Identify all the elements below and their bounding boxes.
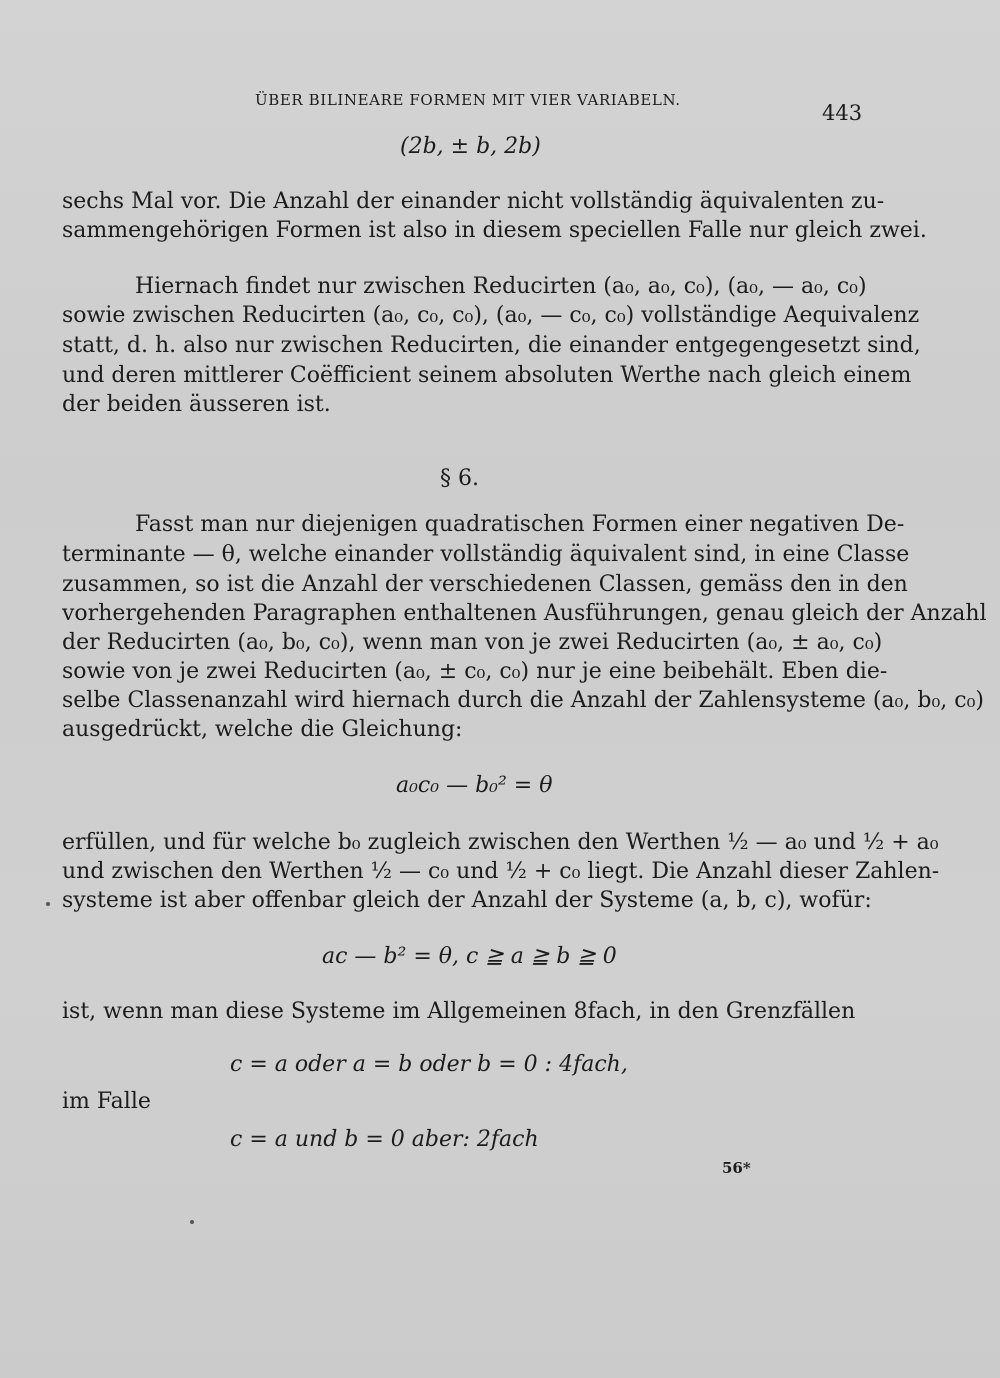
text-line: der Reducirten (a₀, b₀, c₀), wenn man von je zwei Reducirten (a₀, ± a₀, c₀) <box>62 630 883 655</box>
print-speck <box>190 1220 194 1224</box>
equation: a₀c₀ — b₀² = θ <box>396 773 553 798</box>
case-formula: c = a oder a = b oder b = 0 : 4fach, <box>230 1052 628 1077</box>
text-line: sowie von je zwei Reducirten (a₀, ± c₀, c₀) nur je eine beibehält. Eben die- <box>62 659 888 684</box>
case-formula: c = a und b = 0 aber: 2fach <box>230 1127 539 1152</box>
text-line: ausgedrückt, welche die Gleichung: <box>62 717 463 742</box>
text-line: sechs Mal vor. Die Anzahl der einander nicht vollständig äquivalenten zu- <box>62 189 885 214</box>
case-label: im Falle <box>62 1089 151 1114</box>
equation: ac — b² = θ, c ≧ a ≧ b ≧ 0 <box>322 944 617 969</box>
text-line: der beiden äusseren ist. <box>62 392 331 417</box>
text-line: vorhergehenden Paragraphen enthaltenen Ausführungen, genau gleich der Anzahl <box>62 601 987 626</box>
text-line: erfüllen, und für welche b₀ zugleich zwischen den Werthen ½ — a₀ und ½ + a₀ <box>62 830 939 855</box>
text-line: Hiernach findet nur zwischen Reducirten (a₀, a₀, c₀), (a₀, — a₀, c₀) <box>135 274 867 299</box>
section-heading: § 6. <box>440 466 479 491</box>
top-formula: (2b, ± b, 2b) <box>400 134 541 159</box>
signature-mark: 56* <box>722 1159 751 1177</box>
text-line: Fasst man nur diejenigen quadratischen Formen einer negativen De- <box>135 512 905 537</box>
text-line: systeme ist aber offenbar gleich der Anzahl der Systeme (a, b, c), wofür: <box>62 888 872 913</box>
text-line: ist, wenn man diese Systeme im Allgemeinen 8fach, in den Grenzfällen <box>62 999 856 1024</box>
print-speck <box>46 902 50 906</box>
text-line: sowie zwischen Reducirten (a₀, c₀, c₀), (a₀, — c₀, c₀) vollständige Aequivalenz <box>62 303 920 328</box>
text-line: statt, d. h. also nur zwischen Reducirten, die einander entgegengesetzt sind, <box>62 333 921 358</box>
text-line: selbe Classenanzahl wird hiernach durch die Anzahl der Zahlensysteme (a₀, b₀, c₀) <box>62 688 984 713</box>
page-number: 443 <box>822 101 863 125</box>
running-header: ÜBER BILINEARE FORMEN MIT VIER VARIABELN. <box>255 91 681 109</box>
text-line: und deren mittlerer Coëfficient seinem absoluten Werthe nach gleich einem <box>62 363 912 388</box>
text-line: zusammen, so ist die Anzahl der verschiedenen Classen, gemäss den in den <box>62 572 908 597</box>
text-line: sammengehörigen Formen ist also in diesem speciellen Falle nur gleich zwei. <box>62 218 927 243</box>
text-line: und zwischen den Werthen ½ — c₀ und ½ + c₀ liegt. Die Anzahl dieser Zahlen- <box>62 859 940 884</box>
text-line: terminante — θ, welche einander vollständig äquivalent sind, in eine Classe <box>62 542 910 567</box>
